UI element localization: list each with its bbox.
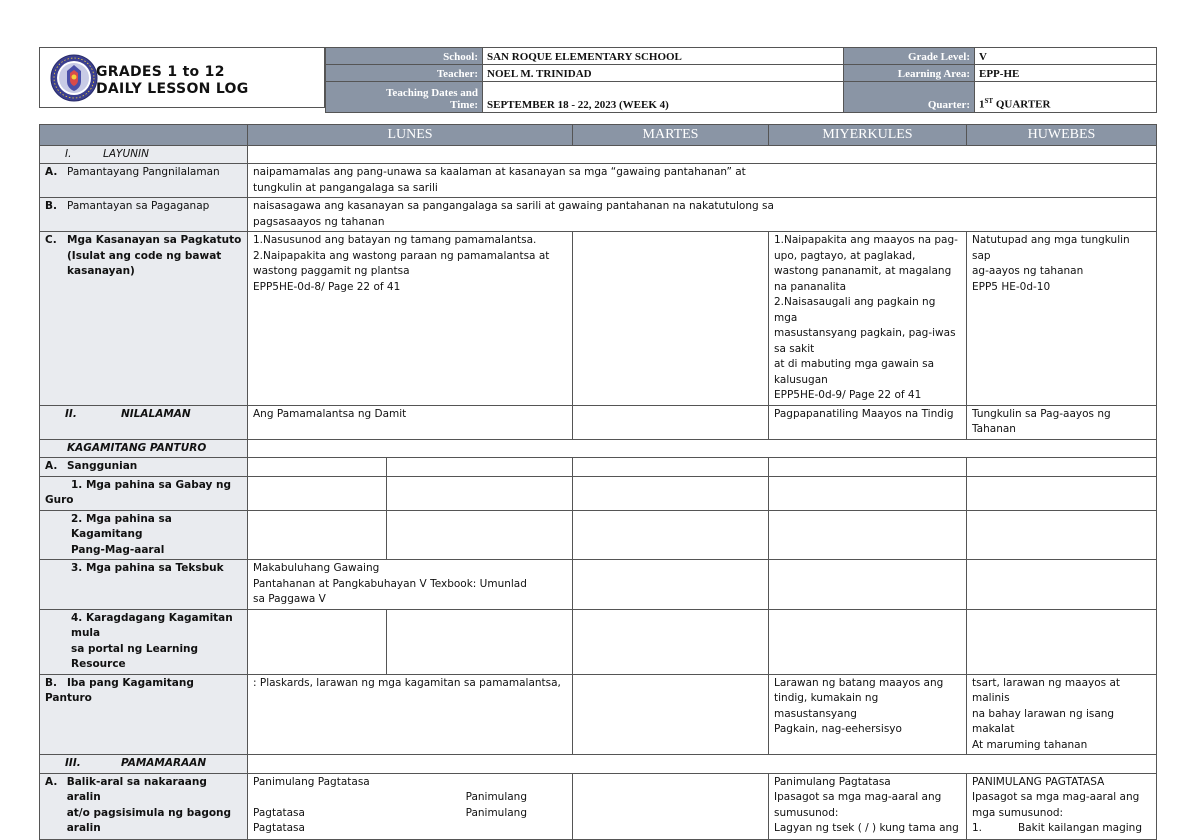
balik-lunes-text-c: Pagtatasa (253, 806, 305, 819)
sanggunian-martes (573, 458, 769, 477)
teksbuk-label (40, 560, 248, 610)
balik-lunes (248, 773, 573, 839)
row-num: II. (65, 407, 77, 420)
karagdagan-martes (573, 609, 769, 674)
pamantayan-pagaganap-content: naisasagawa ang kasanayan sa pangangalaga sa sarili at gawaing pantahanan na nakatutulong sa pagsasaayos ng tahanan (248, 198, 1157, 232)
deped-seal-icon (50, 54, 98, 102)
row-key: A. (45, 460, 58, 472)
row-label-text: 4. Karagdagang Kagamitan mula sa portal ng Learning Resource (71, 611, 233, 670)
header-info-table (325, 47, 1157, 113)
day-huwebes: HUWEBES (967, 125, 1157, 146)
magaaral-lunes-2 (387, 510, 573, 560)
gabay-huwebes (967, 476, 1157, 510)
day-martes: MARTES (573, 125, 769, 146)
dates-label (326, 82, 483, 113)
grade-value: V (975, 48, 1157, 65)
teksbuk-row (40, 560, 1157, 610)
kagamitang-panturo-label (40, 439, 248, 458)
gabay-lunes (248, 476, 387, 510)
row-label-text: PAMAMARAAN (121, 757, 207, 769)
row-label-text: Balik-aral sa nakaraang aralin at/o pagsisimula ng bagong aralin (66, 775, 232, 834)
dates-value: SEPTEMBER 18 - 22, 2023 (WEEK 4) (483, 82, 844, 113)
grade-label: Grade Level: (844, 48, 975, 65)
pamamaraan-row (40, 755, 1157, 774)
row-label-text: Pamantayang Pangnilalaman (67, 166, 220, 178)
kasanayan-row (40, 232, 1157, 406)
school-value: SAN ROQUE ELEMENTARY SCHOOL (483, 48, 844, 65)
sanggunian-lunes-2 (387, 458, 573, 477)
quarter-text: QUARTER (993, 99, 1051, 111)
row-key: A. (45, 166, 58, 178)
magaaral-martes (573, 510, 769, 560)
iba-martes (573, 674, 769, 755)
row-label-text: 2. Mga pahina sa Kagamitang Pang-Mag-aaral (71, 512, 172, 556)
balik-aral-label (40, 773, 248, 839)
karagdagan-row (40, 609, 1157, 674)
balik-lunes-line-2: Panimulang (465, 791, 527, 803)
row-key: C. (45, 234, 57, 246)
quarter-value (975, 82, 1157, 113)
row-label-text: Sanggunian (67, 460, 138, 472)
kasanayan-martes (573, 232, 769, 406)
iba-huwebes: tsart, larawan ng maayos at malinis na bahay larawan ng isang makalat At maruming tahanan (967, 674, 1157, 755)
karagdagan-huwebes (967, 609, 1157, 674)
row-key: A. (45, 775, 58, 788)
nilalaman-huwebes: Tungkulin sa Pag-aayos ng Tahanan (967, 405, 1157, 439)
layunin-row (40, 145, 1157, 164)
row-key: B. (45, 676, 57, 689)
sanggunian-row (40, 458, 1157, 477)
iba-miyerkules: Larawan ng batang maayos ang tindig, kumakain ng masustansyang Pagkain, nag-eehersisyo (769, 674, 967, 755)
day-miyerkules: MIYERKULES (769, 125, 967, 146)
lesson-log-table (39, 124, 1157, 840)
quarter-number: 1 (979, 99, 985, 111)
kasanayan-miyerkules: 1.Naipapakita ang maayos na pag- upo, pagtayo, at paglakad, wastong pananamit, at magalang na pananalita 2.Naisasaugali ang pagkain ng mga masustansyang pagkain, pag-iwas sa sakit at di mabuting mga gawain sa kalusugan EPP5HE-0d-9/ Page 22 of 41 (769, 232, 967, 406)
days-header-blank (40, 125, 248, 146)
sanggunian-miyerkules (769, 458, 967, 477)
teacher-value: NOEL M. TRINIDAD (483, 65, 844, 82)
iba-lunes: : Plaskards, larawan ng mga kagamitan sa pamamalantsa, (248, 674, 573, 755)
pamantayang-pangnilalaman-row (40, 164, 1157, 198)
layunin-num: I. (65, 147, 72, 160)
pang-mag-aaral-row (40, 510, 1157, 560)
layunin-content (248, 145, 1157, 164)
balik-lunes-line-4: Pagtatasa (253, 822, 305, 834)
title-line-1: GRADES 1 to 12 (96, 64, 225, 80)
area-value: EPP-HE (975, 65, 1157, 82)
pamantayang-pangnilalaman-content: naipamamalas ang pang-unawa sa kaalaman at kasanayan sa mga “gawaing pantahanan” at tungkulin at pangangalaga sa sarili (248, 164, 1157, 198)
balik-lunes-line-3 (253, 806, 567, 822)
header-title-box (39, 47, 325, 108)
pamamaraan-label (40, 755, 248, 774)
gabay-lunes-2 (387, 476, 573, 510)
row-key: B. (45, 200, 57, 212)
balik-huwebes-item-1 (972, 821, 1151, 837)
teksbuk-lunes: Makabuluhang Gawaing Pantahanan at Pangkabuhayan V Texbook: Umunlad sa Paggawa V (248, 560, 573, 610)
nilalaman-martes (573, 405, 769, 439)
gabay-miyerkules (769, 476, 967, 510)
day-lunes: LUNES (248, 125, 573, 146)
nilalaman-label (40, 405, 248, 439)
row-label-text: Pamantayan sa Pagaganap (67, 200, 210, 212)
row-label-text: Iba pang Kagamitang Panturo (45, 676, 194, 704)
balik-huwebes-item-text: Bakit kailangan maging (1018, 822, 1143, 834)
teksbuk-miyerkules (769, 560, 967, 610)
layunin-label (40, 145, 248, 164)
karagdagan-lunes (248, 609, 387, 674)
sanggunian-huwebes (967, 458, 1157, 477)
pamantayang-pangnilalaman-label (40, 164, 248, 198)
pamamaraan-content (248, 755, 1157, 774)
kagamitang-panturo-content (248, 439, 1157, 458)
row-label-text: KAGAMITANG PANTURO (67, 441, 207, 454)
row-label-text: 3. Mga pahina sa Teksbuk (71, 562, 224, 574)
quarter-superscript: ST (984, 97, 994, 106)
row-num: III. (65, 757, 81, 769)
magaaral-miyerkules (769, 510, 967, 560)
title-line-2: DAILY LESSON LOG (96, 81, 249, 97)
kasanayan-lunes: 1.Nasusunod ang batayan ng tamang pamamalantsa. 2.Naipapakita ang wastong paraan ng pamamalantsa at wastong paggamit ng plantsa EPP5HE-0d-8/ Page 22 of 41 (248, 232, 573, 406)
balik-huwebes-num: 1. (972, 822, 983, 834)
teksbuk-martes (573, 560, 769, 610)
balik-aral-row (40, 773, 1157, 839)
quarter-label: Quarter: (844, 82, 975, 113)
balik-huwebes-intro: PANIMULANG PAGTATASA Ipasagot sa mga mag-aaral ang mga sumusunod: (972, 775, 1140, 819)
kasanayan-label (40, 232, 248, 406)
gabay-guro-row (40, 476, 1157, 510)
sanggunian-lunes (248, 458, 387, 477)
row-label-text: NILALAMAN (121, 407, 191, 420)
kagamitang-panturo-row (40, 439, 1157, 458)
magaaral-lunes (248, 510, 387, 560)
area-label: Learning Area: (844, 65, 975, 82)
karagdagan-lunes-2 (387, 609, 573, 674)
teacher-label: Teacher: (326, 65, 483, 82)
balik-miyerkules: Panimulang Pagtatasa Ipasagot sa mga mag-aaral ang sumusunod: Lagyan ng tsek ( / ) kung tama ang (769, 773, 967, 839)
header-title (96, 64, 249, 98)
gabay-martes (573, 476, 769, 510)
nilalaman-miyerkules: Pagpapanatiling Maayos na Tindig (769, 405, 967, 439)
pamantayan-pagaganap-row (40, 198, 1157, 232)
pang-mag-aaral-label (40, 510, 248, 560)
kasanayan-huwebes: Natutupad ang mga tungkulin sap ag-aayos ng tahanan EPP5 HE-0d-10 (967, 232, 1157, 406)
balik-lunes-line-1: Panimulang Pagtatasa (253, 775, 370, 788)
school-label: School: (326, 48, 483, 65)
balik-huwebes (967, 773, 1157, 839)
layunin-text: LAYUNIN (103, 147, 149, 160)
nilalaman-lunes: Ang Pamamalantsa ng Damit (248, 405, 573, 439)
nilalaman-row (40, 405, 1157, 439)
row-label-text: Mga Kasanayan sa Pagkatuto (Isulat ang code ng bawat kasanayan) (67, 234, 242, 277)
balik-lunes-text-d: Panimulang (465, 806, 527, 819)
row-label-text: 1. Mga pahina sa Gabay ng Guro (45, 478, 232, 506)
iba-pang-kagamitan-row (40, 674, 1157, 755)
magaaral-huwebes (967, 510, 1157, 560)
sanggunian-label (40, 458, 248, 477)
gabay-guro-label (40, 476, 248, 510)
karagdagan-label (40, 609, 248, 674)
iba-pang-kagamitan-label (40, 674, 248, 755)
balik-martes (573, 773, 769, 839)
days-header-row (40, 125, 1157, 146)
dates-label-line-2: Time: (450, 99, 478, 111)
teksbuk-huwebes (967, 560, 1157, 610)
karagdagan-miyerkules (769, 609, 967, 674)
dates-label-line-1: Teaching Dates and (386, 87, 478, 99)
pamantayan-pagaganap-label (40, 198, 248, 232)
